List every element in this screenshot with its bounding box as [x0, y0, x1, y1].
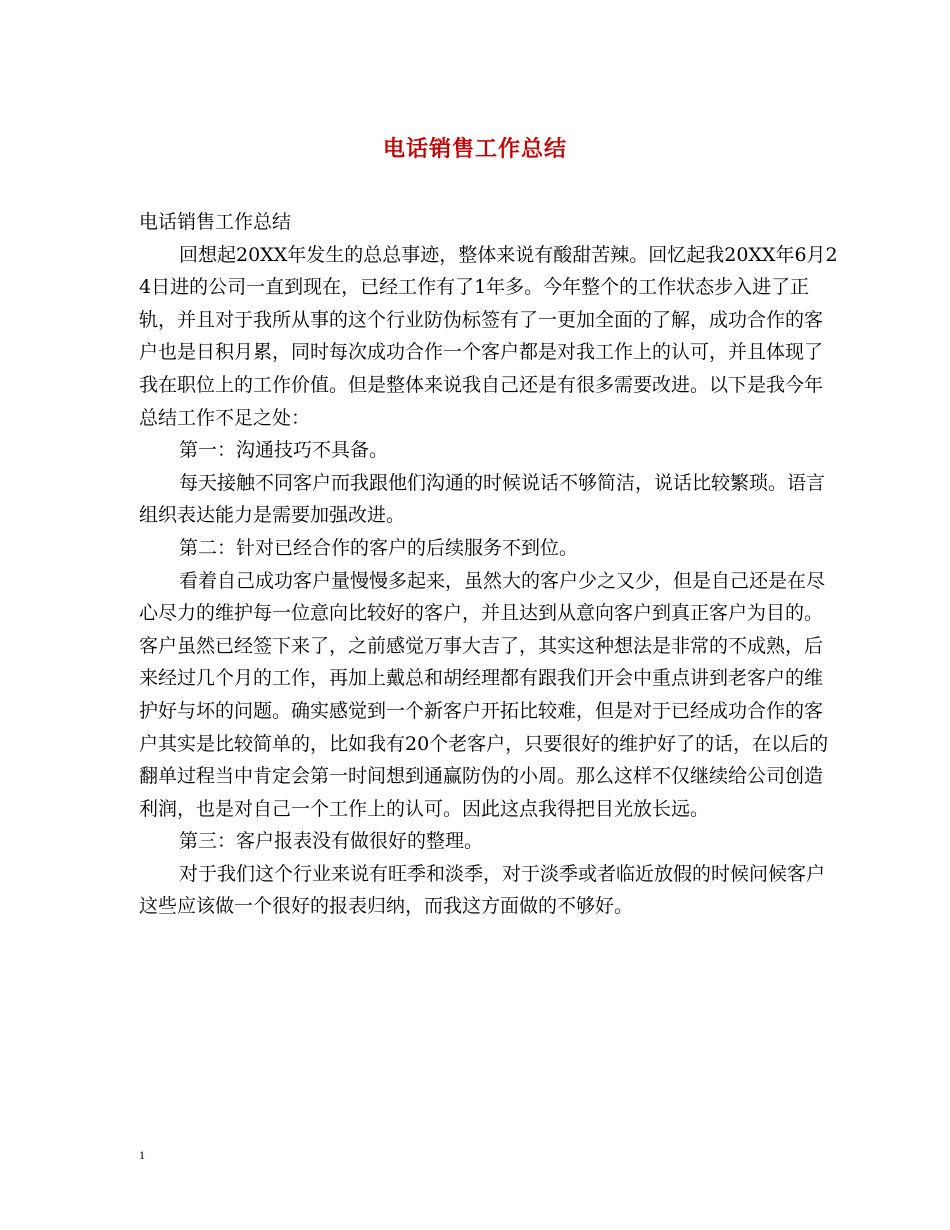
- paragraph-point-two: 看着自己成功客户量慢慢多起来，虽然大的客户少之又少，但是自己还是在尽心尽力的维护每一位意向比较好的客户，并且达到从意向客户到真正客户为目的。客户虽然已经签下来了，之前感觉万事大吉了，其实这种想法是非常的不成熟，后来经过几个月的工作，再加上戴总和胡经理都有跟我们开会中重点讲到老客户的维护好与坏的问题。确实感觉到一个新客户开拓比较难，但是对于已经成功合作的客户其实是比较简单的，比如我有20个老客户，只要很好的维护好了的话，在以后的翻单过程当中肯定会第一时间想到通赢防伪的小周。那么这样不仅继续给公司创造利润，也是对自己一个工作上的认可。因此这点我得把目光放长远。: [139, 569, 829, 820]
- heading-point-one: 第一：沟通技巧不具备。: [179, 439, 389, 462]
- heading-point-three: 第三：客户报表没有做很好的整理。: [179, 830, 484, 853]
- paragraph-point-three: 对于我们这个行业来说有旺季和淡季，对于淡季或者临近放假的时候问候客户这些应该做一个很好的报表归纳，而我这方面做的不够好。: [139, 862, 826, 918]
- document-body: [139, 206, 839, 923]
- paragraph-point-one: 每天接触不同客户而我跟他们沟通的时候说话不够简洁，说话比较繁琐。语言组织表达能力是需要加强改进。: [139, 471, 826, 527]
- page-number: 1: [139, 1148, 145, 1162]
- document-title: 电话销售工作总结: [382, 136, 567, 162]
- document-subtitle: 电话销售工作总结: [139, 211, 292, 233]
- paragraph-intro: 回想起20XX年发生的总总事迹，整体来说有酸甜苦辣。回忆起我20XX年6月24日进的公司一直到现在，已经工作有了1年多。今年整个的工作状态步入进了正轨，并且对于我所从事的这个行业防伪标签有了一更加全面的了解，成功合作的客户也是日积月累，同时每次成功合作一个客户都是对我工作上的认可，并且体现了我在职位上的工作价值。但是整体来说我自己还是有很多需要改进。以下是我今年总结工作不足之处：: [139, 243, 838, 429]
- heading-point-two: 第二：针对已经合作的客户的后续服务不到位。: [179, 536, 579, 559]
